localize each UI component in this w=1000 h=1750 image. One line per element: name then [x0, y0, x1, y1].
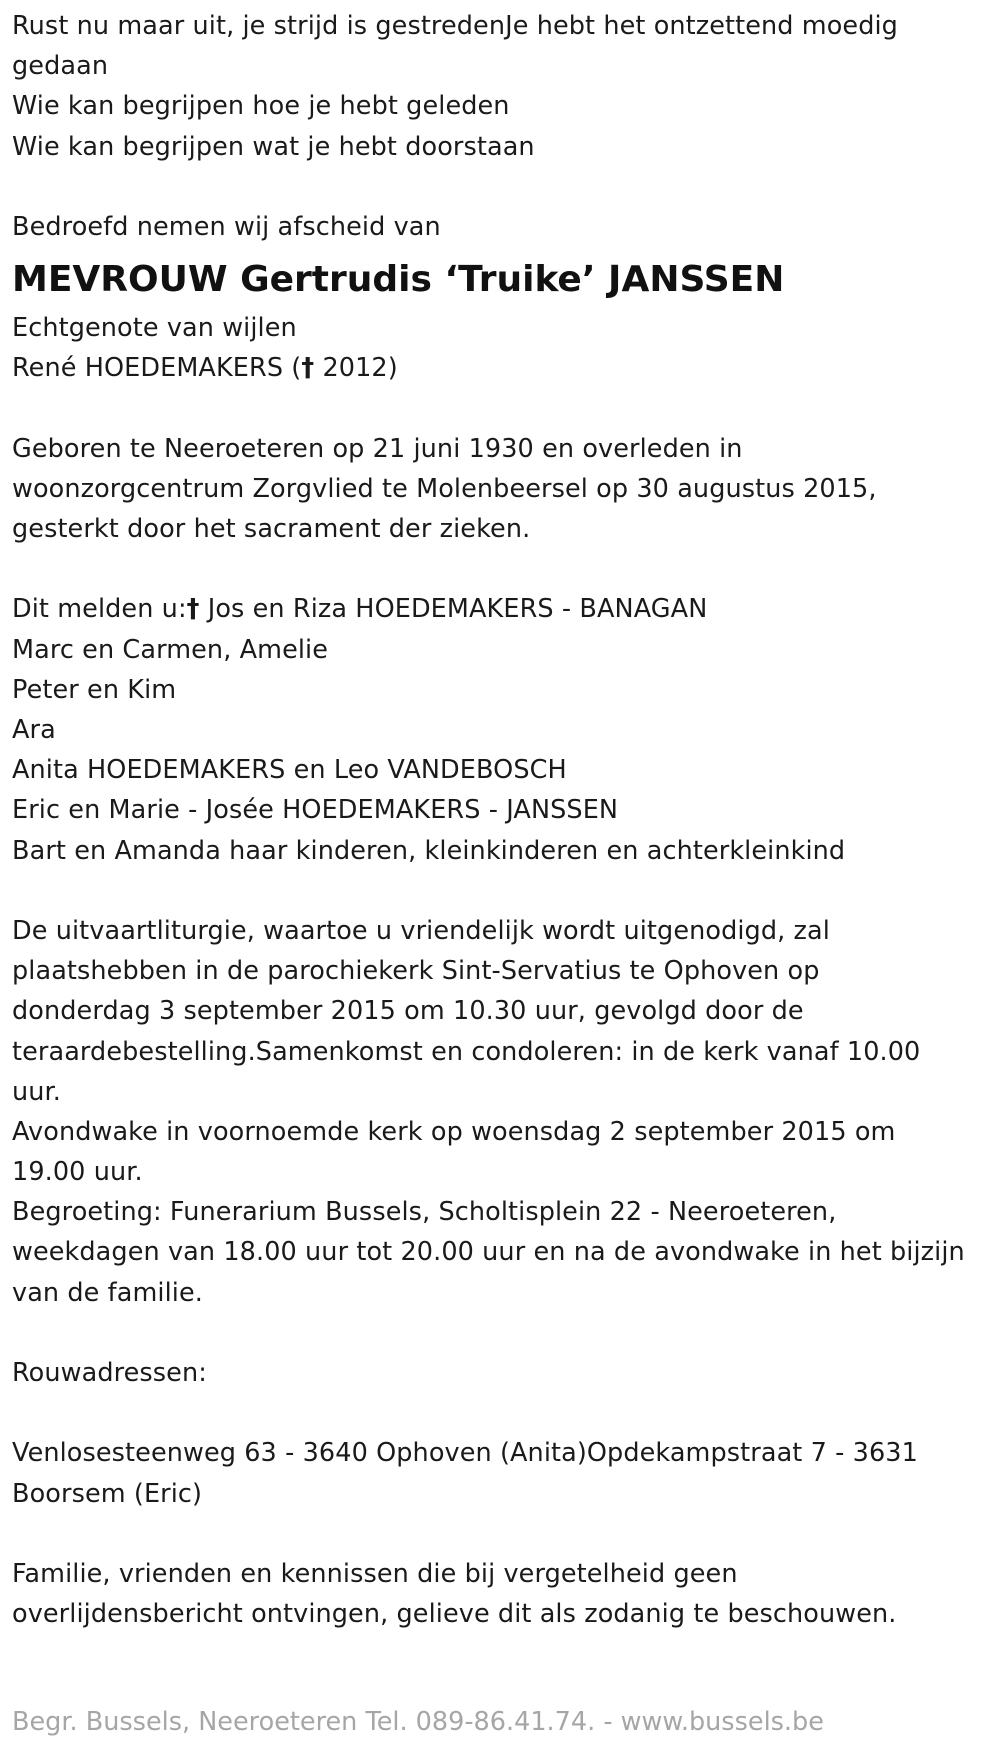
family-member: Anita HOEDEMAKERS en Leo VANDEBOSCH: [12, 755, 567, 786]
spouse-label: Echtgenote van wijlen: [12, 313, 297, 344]
closing-line: overlijdensbericht ontvingen, gelieve dit als zodanig te beschouwen.: [12, 1599, 897, 1630]
spacer: [12, 1393, 988, 1433]
spacer: [12, 167, 988, 207]
ceremony-line: De uitvaartliturgie, waartoe u vriendelijk wordt uitgenodigd, zal: [12, 915, 830, 946]
birth-death-line: gesterkt door het sacrament der zieken.: [12, 514, 531, 545]
closing-paragraph: [12, 1554, 988, 1634]
poem-line: Rust nu maar uit, je strijd is gestredenJe hebt het ontzettend moedig: [12, 11, 898, 41]
spacer: [12, 1514, 988, 1554]
spacer: [12, 1313, 988, 1353]
poem-line: gedaan: [12, 51, 109, 82]
poem-line: Wie kan begrijpen hoe je hebt geleden: [12, 91, 510, 122]
family-member: Peter en Kim: [12, 674, 177, 705]
cross-icon: †: [301, 353, 315, 384]
funeral-home-footer: Begr. Bussels, Neeroeteren Tel. 089-86.41.74. - www.bussels.be: [12, 1707, 824, 1737]
ceremony-line: 19.00 uur.: [12, 1157, 143, 1188]
spouse-name-line: [12, 348, 988, 388]
ceremony-line: teraardebestelling.Samenkomst en condoleren: in de kerk vanaf 10.00: [12, 1036, 921, 1067]
birth-death-line: Geboren te Neeroeteren op 21 juni 1930 en overleden in: [12, 433, 743, 464]
ceremony-line: Avondwake in voornoemde kerk op woensdag 2 september 2015 om: [12, 1116, 896, 1147]
cross-icon: †: [186, 594, 200, 625]
ceremony-paragraph: [12, 911, 988, 1313]
family-member: Marc en Carmen, Amelie: [12, 634, 329, 665]
spacer: [12, 549, 988, 589]
deceased-name: MEVROUW Gertrudis ‘Truike’ JANSSEN: [12, 259, 785, 301]
spouse-name: René HOEDEMAKERS (: [12, 353, 302, 384]
ceremony-line: plaatshebben in de parochiekerk Sint-Servatius te Ophoven op: [12, 956, 820, 987]
family-member: Eric en Marie - Josée HOEDEMAKERS - JANSSEN: [12, 795, 619, 826]
ceremony-line: donderdag 3 september 2015 om 10.30 uur, gevolgd door de: [12, 996, 804, 1027]
ceremony-line: uur.: [12, 1076, 61, 1107]
birth-death-paragraph: [12, 429, 988, 550]
closing-line: Familie, vrienden en kennissen die bij vergetelheid geen: [12, 1558, 738, 1589]
spouse-year: 2012): [314, 353, 398, 384]
poem: [12, 6, 988, 167]
family-member: Ara: [12, 715, 56, 745]
ceremony-line: van de familie.: [12, 1277, 203, 1308]
addresses-label: Rouwadressen:: [12, 1358, 207, 1388]
address-line: Boorsem (Eric): [12, 1478, 203, 1509]
family-member: Bart en Amanda haar kinderen, kleinkinderen en achterkleinkind: [12, 835, 846, 866]
ceremony-line: Begroeting: Funerarium Bussels, Scholtisplein 22 - Neeroeteren,: [12, 1197, 837, 1228]
addresses: [12, 1433, 988, 1513]
family-first-line: [12, 589, 988, 629]
family-member: Jos en Riza HOEDEMAKERS - BANAGAN: [199, 594, 708, 625]
family-list: [12, 589, 988, 870]
spacer: [12, 389, 988, 429]
poem-line: Wie kan begrijpen wat je hebt doorstaan: [12, 131, 535, 162]
family-prefix: Dit melden u:: [12, 594, 187, 625]
address-line: Venlosesteenweg 63 - 3640 Ophoven (Anita)Opdekampstraat 7 - 3631: [12, 1438, 918, 1469]
intro-text: Bedroefd nemen wij afscheid van: [12, 211, 441, 242]
birth-death-line: woonzorgcentrum Zorgvlied te Molenbeersel op 30 augustus 2015,: [12, 473, 877, 504]
spacer: [12, 871, 988, 911]
ceremony-line: weekdagen van 18.00 uur tot 20.00 uur en na de avondwake in het bijzijn: [12, 1237, 965, 1268]
